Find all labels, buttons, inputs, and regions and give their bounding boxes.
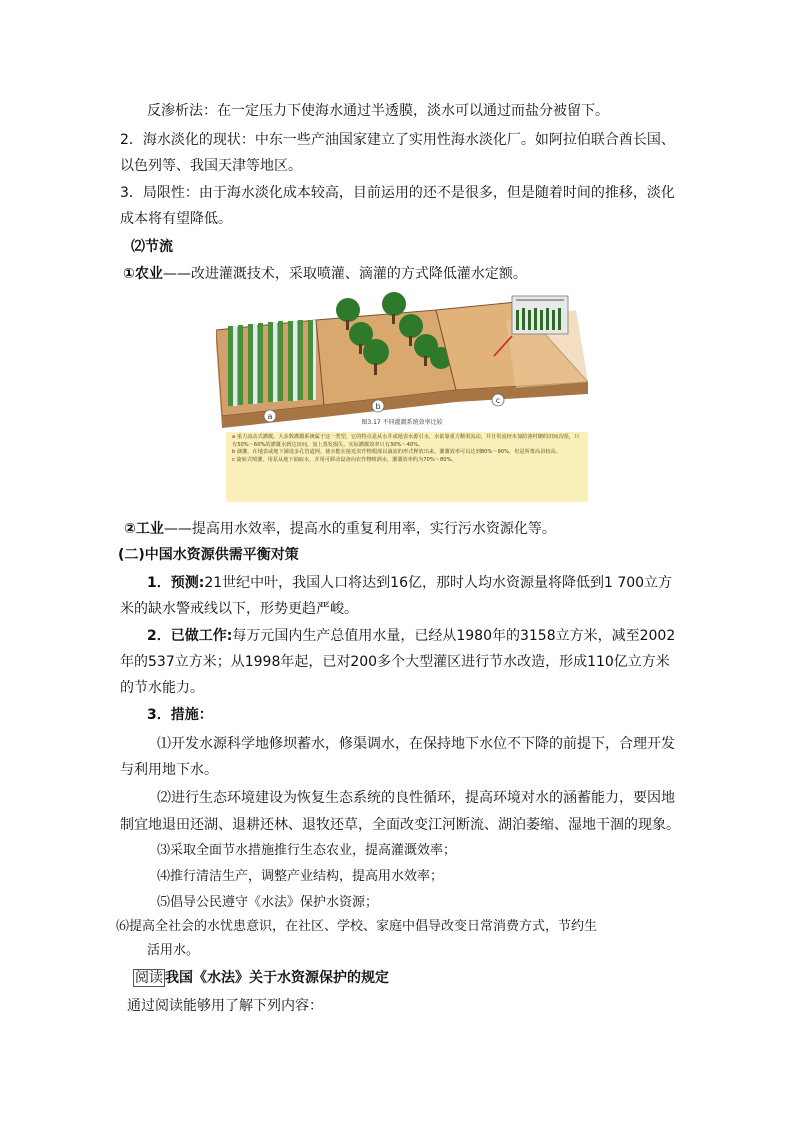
line-forecast-cont: 米的缺水警戒线以下，形势更趋严峻。	[120, 601, 358, 617]
measure-6: ⑹提高全社会的水忧患意识，在社区、学校、家庭中倡导改变日常消费方式，节约生	[116, 919, 598, 934]
line-industry	[124, 519, 556, 539]
measure-6-cont: 活用水。	[147, 943, 200, 958]
line-forecast	[147, 573, 672, 593]
done-label: 2．已做工作:	[147, 628, 233, 644]
measure-4: ⑷推行清洁生产，调整产业结构，提高用水效率；	[157, 869, 444, 884]
line-desalination-status: 2．海水淡化的现状：中东一些产油国家建立了实用性海水淡化厂。如阿拉伯联合酋长国、	[120, 132, 675, 148]
caption-a: a 重力流动式灌溉。大多数灌溉系统属于这一类型，它的特点是从水井或地表水源引水，水依靠重力顺渠流动，并且常流经未加防渗衬砌的田间沟渠，只有50%～60%的灌溉水到达田间，加上蒸发损失，实际灌溉效率只有30%～40%。	[232, 434, 580, 448]
figure-label-a: a	[267, 412, 273, 421]
line-done-cont: 年的537立方米；从1998年起，已对200多个大型灌区进行节水改造，形成110亿立方米	[120, 654, 670, 670]
reading-tag: 阅读	[135, 970, 163, 986]
line-limitation-cont: 成本将有望降低。	[120, 211, 232, 227]
line-reverse-osmosis: 反渗析法：在一定压力下使海水通过半透膜，淡水可以通过而盐分被留下。	[147, 103, 609, 119]
figure-title: 图3.17 不同灌溉系统效率比较	[361, 419, 443, 426]
figure-label-c: c	[495, 396, 501, 405]
industry-label: ②工业	[124, 521, 164, 537]
measure-2-cont: 制宜地退田还湖、退耕还林、退牧还草，全面改变江河断流、湖泊萎缩、湿地干涸的现象。	[120, 817, 680, 833]
industry-text: ——提高用水效率，提高水的重复利用率，实行污水资源化等。	[163, 521, 556, 537]
line-done	[147, 626, 675, 646]
agriculture-text: ——改进灌溉技术，采取喷灌、滴灌的方式降低灌水定额。	[162, 266, 527, 282]
line-desalination-status-cont: 以色列等、我国天津等地区。	[120, 158, 302, 174]
agriculture-label: ①农业	[123, 266, 163, 282]
measure-5: ⑸倡导公民遵守《水法》保护水资源；	[157, 895, 379, 910]
figure-label-b: b	[375, 402, 381, 411]
reading-intro: 通过阅读能够用了解下列内容：	[127, 998, 323, 1014]
measure-3: ⑶采取全面节水措施推行生态农业，提高灌溉效率；	[157, 843, 457, 858]
caption-b: b 滴灌。在地表或地下铺设多孔管道网，使水能在接近农作物根部以滴流的形式释放出来，灌溉效率可以达到80%～90%，但是所费高昂较高。	[232, 449, 561, 456]
caption-c: c 旋转式喷灌。用泵从地下抽取水，并用可移动设备向农作物喷洒水，灌溉效率约为70%～80%。	[232, 456, 457, 463]
line-done-cont2: 的节水能力。	[120, 680, 204, 696]
forecast-label: 1．预测:	[147, 575, 205, 591]
figure-caption	[226, 432, 588, 502]
measures-label: 3．措施：	[147, 707, 213, 723]
section-heading-2: (二)中国水资源供需平衡对策	[118, 547, 299, 563]
done-text: 每万元国内生产总值用水量，已经从1980年的3158立方米，减至2002	[232, 628, 676, 644]
reading-heading	[133, 968, 389, 988]
forecast-text: 21世纪中叶，我国人口将达到16亿，那时人均水资源量将降低到1 700立方	[204, 575, 673, 591]
measure-2: ⑵进行生态环境建设为恢复生态系统的良性循环，提高环境对水的涵蓄能力，要因地	[157, 790, 675, 806]
heading-jieliu: ⑵节流	[131, 239, 173, 255]
line-agriculture	[123, 264, 527, 284]
measure-1: ⑴开发水源科学地修坝蓄水，修渠调水，在保持地下水位不下降的前提下，合理开发	[157, 736, 675, 752]
line-limitation: 3．局限性：由于海水淡化成本较高，目前运用的还不是很多，但是随着时间的推移，淡化	[120, 185, 675, 201]
reading-title: 我国《水法》关于水资源保护的规定	[165, 970, 389, 986]
measure-1-cont: 与利用地下水。	[120, 762, 218, 778]
